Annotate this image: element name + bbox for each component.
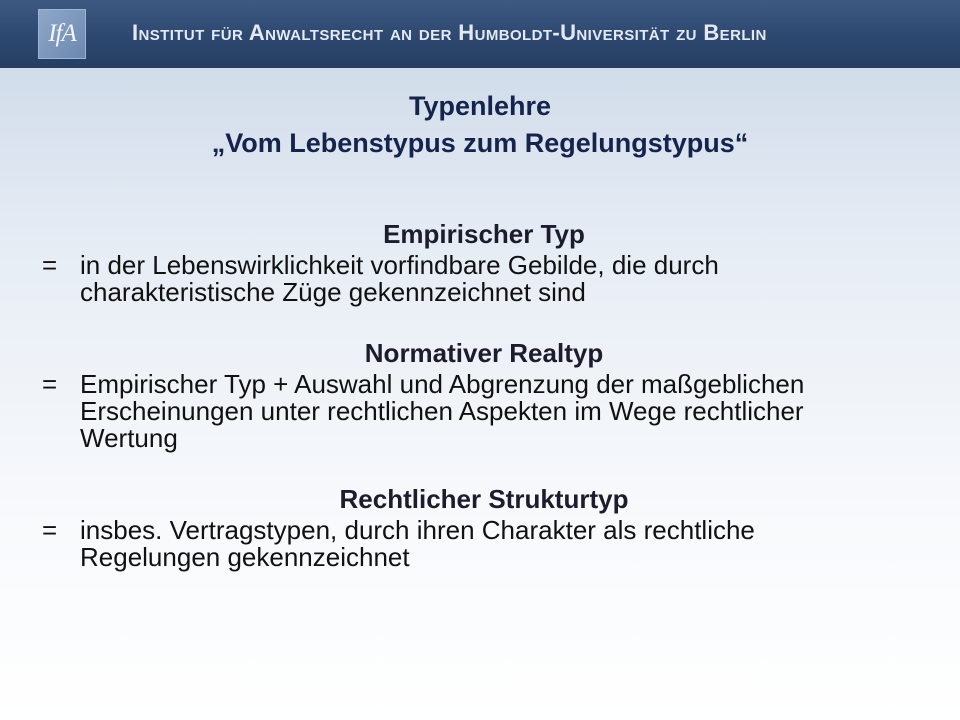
header-banner: [0, 0, 960, 68]
definition-text: Empirischer Typ + Auswahl und Abgrenzung der maßgeblichen Erscheinungen unter rechtlichen Aspekten im Wege rechtlicher Wertung: [80, 369, 805, 453]
equals-marker: =: [42, 515, 58, 545]
slide-title-line1: Typenlehre: [408, 91, 552, 121]
definition-text: in der Lebenswirklichkeit vorfindbare Gebilde, die durch charakteristische Züge gekennzeichnet sind: [80, 250, 719, 307]
section-heading: Empirischer Typ: [383, 219, 585, 249]
section-definition: [0, 517, 892, 571]
slide-content: [0, 218, 960, 602]
ifa-logo: [38, 9, 86, 59]
equals-marker: =: [42, 250, 58, 280]
equals-marker: =: [42, 369, 58, 399]
logo-text: IfA: [48, 20, 76, 47]
section-rechtlicher-strukturtyp: [0, 483, 960, 571]
institute-name: Institut für Anwaltsrecht an der Humboldt-Universität zu Berlin: [132, 20, 767, 45]
section-definition: [0, 252, 892, 306]
slide-title-line2: „Vom Lebenstypus zum Regelungstypus“: [211, 128, 749, 158]
section-heading: Normativer Realtyp: [364, 338, 604, 368]
slide-title: [0, 88, 960, 162]
section-normativer-realtyp: [0, 337, 960, 452]
section-definition: [0, 371, 892, 452]
section-heading: Rechtlicher Strukturtyp: [339, 484, 629, 514]
definition-text: insbes. Vertragstypen, durch ihren Charakter als rechtliche Regelungen gekennzeichnet: [80, 515, 755, 572]
section-empirischer-typ: [0, 218, 960, 306]
